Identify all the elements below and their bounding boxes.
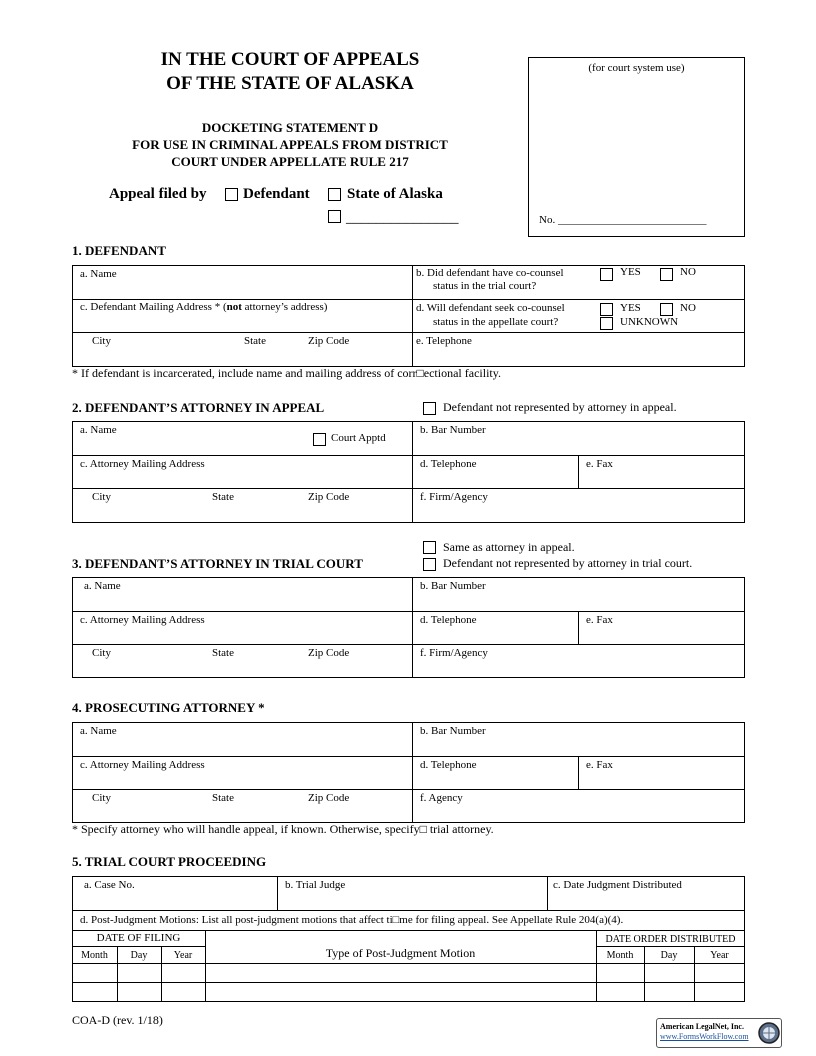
state-option-label: State of Alaska — [347, 186, 443, 202]
state-of-alaska-checkbox[interactable] — [328, 188, 341, 201]
s2-court-apptd-label: Court Apptd — [331, 432, 386, 444]
section4-table — [72, 722, 745, 823]
section4-heading: 4. PROSECUTING ATTORNEY * — [72, 700, 265, 715]
other-party-checkbox[interactable] — [328, 210, 341, 223]
s3-same-as-label: Same as attorney in appeal. — [443, 540, 575, 554]
logo-line2: www.FormsWorkFlow.com — [660, 1032, 749, 1041]
form-id: COA-D (rev. 1/18) — [72, 1013, 163, 1027]
s5-motion-type-header: Type of Post-Judgment Motion — [325, 946, 476, 960]
s4-name-field[interactable]: a. Name — [80, 725, 117, 737]
s1-seek-question-2: status in the appellate court? — [433, 316, 559, 328]
s3-same-as-checkbox[interactable] — [423, 541, 436, 554]
s2-zip-field[interactable]: Zip Code — [308, 491, 350, 503]
s3-bar-number-field[interactable]: b. Bar Number — [420, 580, 486, 592]
s5-order-month-header: Month — [606, 950, 634, 961]
s3-not-represented-checkbox[interactable] — [423, 558, 436, 571]
s2-not-represented-checkbox[interactable] — [423, 402, 436, 415]
s4-footnote: * Specify attorney who will handle appeal, if known. Otherwise, specify□ trial attorney. — [72, 822, 494, 836]
s5-motion-row-1[interactable] — [72, 963, 745, 982]
s5-filing-year-header: Year — [173, 950, 193, 961]
logo-line1: American LegalNet, Inc. — [660, 1022, 744, 1031]
appeal-filed-by-label: Appeal filed by — [109, 186, 207, 202]
s3-state-field[interactable]: State — [212, 647, 234, 659]
s2-not-represented-label: Defendant not represented by attorney in appeal. — [443, 400, 677, 414]
s2-name-field[interactable]: a. Name — [80, 424, 117, 436]
s4-bar-number-field[interactable]: b. Bar Number — [420, 725, 486, 737]
defendant-checkbox[interactable] — [225, 188, 238, 201]
section2-heading: 2. DEFENDANT’S ATTORNEY IN APPEAL — [72, 400, 325, 415]
globe-icon — [757, 1021, 781, 1045]
s2-city-field[interactable]: City — [92, 491, 111, 503]
s5-case-no-field[interactable]: a. Case No. — [84, 879, 135, 891]
s1-city-field[interactable]: City — [92, 335, 111, 347]
defendant-option-label: Defendant — [243, 186, 310, 202]
s1-mailing-tail: attorney’s address) — [241, 301, 328, 313]
s1-seek-no-label: NO — [680, 302, 696, 314]
s4-zip-field[interactable]: Zip Code — [308, 792, 350, 804]
s1-seek-unknown-label: UNKNOWN — [620, 316, 679, 328]
s1-footnote: * If defendant is incarcerated, include name and mailing address of corr□ectional facility. — [72, 366, 501, 380]
s1-telephone-field[interactable]: e. Telephone — [416, 335, 472, 347]
s1-cocounsel-no-checkbox[interactable] — [660, 268, 673, 281]
s3-zip-field[interactable]: Zip Code — [308, 647, 350, 659]
s4-agency-field[interactable]: f. Agency — [420, 792, 463, 804]
s1-seek-question-1: d. Will defendant seek co-counsel — [416, 302, 565, 314]
s3-city-field[interactable]: City — [92, 647, 111, 659]
s2-court-apptd-checkbox[interactable] — [313, 433, 326, 446]
s3-not-represented-label: Defendant not represented by attorney in trial court. — [443, 556, 693, 570]
s5-date-order-header: DATE ORDER DISTRIBUTED — [605, 934, 736, 945]
s5-filing-day-header: Day — [130, 950, 148, 961]
other-party-line[interactable]: _______________ — [346, 210, 459, 226]
s2-bar-number-field[interactable]: b. Bar Number — [420, 424, 486, 436]
s5-date-judgment-field[interactable]: c. Date Judgment Distributed — [553, 879, 682, 891]
s2-firm-field[interactable]: f. Firm/Agency — [420, 491, 488, 503]
s1-cocounsel-yes-label: YES — [620, 266, 641, 278]
s1-zip-field[interactable]: Zip Code — [308, 335, 350, 347]
s5-post-judgment-instructions: d. Post-Judgment Motions: List all post-judgment motions that affect ti□me for filing appeal. See Appellate Rule 204(a)(4). — [80, 914, 624, 926]
s3-firm-field[interactable]: f. Firm/Agency — [420, 647, 488, 659]
section1-heading: 1. DEFENDANT — [72, 243, 166, 258]
s1-cocounsel-yes-checkbox[interactable] — [600, 268, 613, 281]
doc-title-line3: COURT UNDER APPELLATE RULE 217 — [171, 154, 409, 169]
court-title-line1: IN THE COURT OF APPEALS — [160, 49, 420, 70]
s1-mailing-address-field[interactable] — [80, 301, 327, 314]
s1-seek-unknown-checkbox[interactable] — [600, 317, 613, 330]
s1-name-field[interactable]: a. Name — [80, 268, 117, 280]
s5-order-day-header: Day — [660, 950, 678, 961]
section3-table — [72, 577, 745, 678]
s1-state-field[interactable]: State — [244, 335, 266, 347]
s1-cocounsel-question-2: status in the trial court? — [433, 280, 537, 292]
doc-title-line2: FOR USE IN CRIMINAL APPEALS FROM DISTRICT — [132, 137, 448, 152]
s4-city-field[interactable]: City — [92, 792, 111, 804]
s5-trial-judge-field[interactable]: b. Trial Judge — [285, 879, 346, 891]
s1-seek-yes-checkbox[interactable] — [600, 303, 613, 316]
s4-mailing-address-field[interactable]: c. Attorney Mailing Address — [80, 759, 205, 771]
section5-heading: 5. TRIAL COURT PROCEEDING — [72, 854, 267, 869]
s1-cocounsel-question-1: b. Did defendant have co-counsel — [416, 267, 564, 279]
court-use-box — [528, 57, 745, 237]
s1-seek-yes-label: YES — [620, 302, 641, 314]
s2-state-field[interactable]: State — [212, 491, 234, 503]
section2-table — [72, 421, 745, 523]
court-title-line2: OF THE STATE OF ALASKA — [166, 73, 414, 94]
s3-fax-field[interactable]: e. Fax — [586, 614, 613, 626]
s2-telephone-field[interactable]: d. Telephone — [420, 458, 477, 470]
doc-title-line1: DOCKETING STATEMENT D — [201, 120, 379, 135]
section3-heading: 3. DEFENDANT’S ATTORNEY IN TRIAL COURT — [72, 556, 363, 571]
court-number-field[interactable]: No. ___________________________ — [539, 214, 707, 226]
s1-mailing-not: not — [226, 301, 242, 313]
court-use-label: (for court system use) — [588, 62, 685, 74]
s4-fax-field[interactable]: e. Fax — [586, 759, 613, 771]
s4-telephone-field[interactable]: d. Telephone — [420, 759, 477, 771]
american-legalnet-logo[interactable] — [656, 1018, 782, 1048]
s4-state-field[interactable]: State — [212, 792, 234, 804]
s1-cocounsel-no-label: NO — [680, 266, 696, 278]
s5-order-year-header: Year — [710, 950, 729, 961]
s2-fax-field[interactable]: e. Fax — [586, 458, 613, 470]
s1-mailing-label: c. Defendant Mailing Address * ( — [80, 301, 227, 313]
s3-mailing-address-field[interactable]: c. Attorney Mailing Address — [80, 614, 205, 626]
s3-telephone-field[interactable]: d. Telephone — [420, 614, 477, 626]
s5-filing-month-header: Month — [81, 950, 108, 961]
s5-motion-row-2[interactable] — [72, 982, 745, 1002]
s5-date-of-filing-header: DATE OF FILING — [96, 932, 181, 944]
s1-seek-no-checkbox[interactable] — [660, 303, 673, 316]
s2-mailing-address-field[interactable]: c. Attorney Mailing Address — [80, 458, 205, 470]
s3-name-field[interactable]: a. Name — [84, 580, 121, 592]
